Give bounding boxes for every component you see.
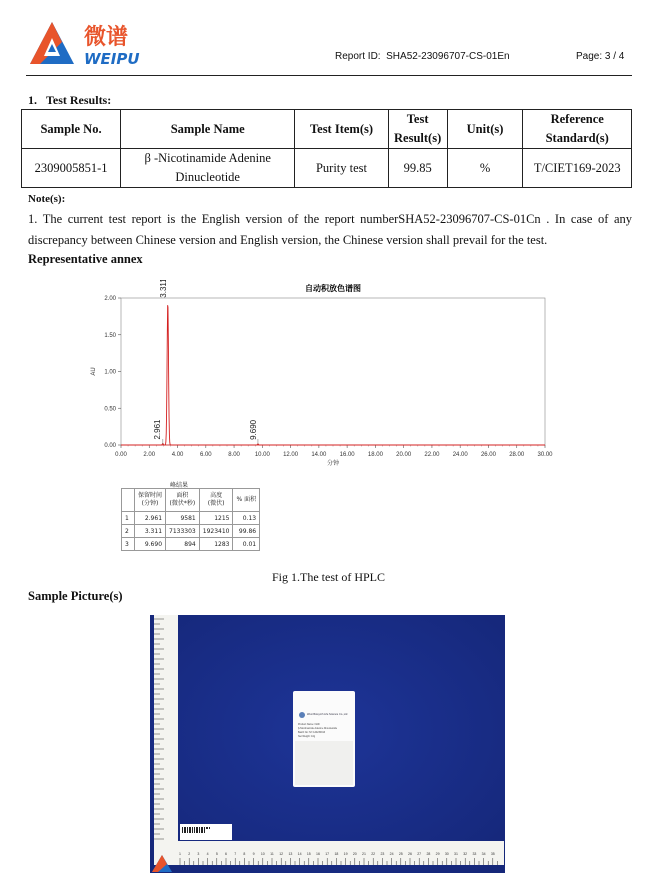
- header-divider: [26, 75, 632, 76]
- peak-cell: 1: [122, 512, 135, 525]
- ruler-number: 23: [380, 852, 385, 856]
- results-header-row: [22, 110, 632, 149]
- ruler-number: 21: [362, 852, 366, 856]
- ruler-number: 35: [490, 852, 495, 856]
- peak-cell: 0.13: [233, 512, 260, 525]
- x-tick-label: 6.00: [199, 452, 212, 458]
- y-tick-label: 1.00: [104, 369, 116, 376]
- svg-text:β-Nicotinamide Adenine Dinucle: β-Nicotinamide Adenine Dinucleotide: [298, 727, 338, 730]
- x-tick-label: 26.00: [480, 452, 496, 458]
- svg-text:Net Weight: 10g: Net Weight: 10g: [298, 735, 316, 738]
- cell-sample-name: β -Nicotinamide Adenine Dinucleotide: [121, 149, 295, 188]
- svg-text:Product Name: NAD: Product Name: NAD: [298, 723, 320, 726]
- y-axis-label: AU: [91, 367, 97, 376]
- peak-cell: 2: [122, 525, 135, 538]
- weipu-logo: [26, 18, 166, 70]
- ruler-number: 24: [389, 852, 394, 856]
- y-tick-label: 2.00: [104, 296, 116, 302]
- ruler-number: 11: [270, 852, 274, 856]
- chromatogram-trace: [121, 305, 545, 445]
- peak-results-table: [121, 488, 260, 551]
- ruler-number: 7: [234, 852, 237, 856]
- y-tick-label: 1.50: [104, 332, 116, 339]
- ruler-number: 19: [343, 852, 348, 856]
- ruler-number: 3: [197, 852, 200, 856]
- notes-text: 1. The current test report is the English version of the report numberSHA52-23096707-CS-01Cn . In case of any discrepancy between Chinese version and English version, the Chinese version shall prevail for the test.: [28, 212, 632, 247]
- table-row: [122, 538, 260, 551]
- ruler-number: 20: [352, 852, 357, 856]
- ruler-number: 31: [454, 852, 458, 856]
- y-tick-label: 0.50: [104, 406, 116, 413]
- cell-unit: %: [447, 149, 523, 188]
- bottom-ruler: [154, 841, 504, 865]
- ruler-number: 34: [481, 852, 486, 856]
- peak-cell: 3.311: [135, 525, 166, 538]
- x-tick-label: 8.00: [228, 452, 240, 458]
- section-title: 1. Test Results:: [28, 93, 112, 107]
- cell-test-result: 99.85: [388, 149, 447, 188]
- sample-photo: [150, 615, 505, 873]
- ruler-number: 32: [463, 852, 468, 856]
- ruler-number: 8: [243, 852, 246, 856]
- peak-col-index: [122, 489, 135, 512]
- x-tick-label: 16.00: [339, 452, 355, 458]
- x-tick-label: 30.00: [537, 452, 553, 458]
- ruler-number: 1: [179, 852, 181, 856]
- x-tick-label: 0.00: [115, 452, 127, 458]
- peak-header-row: [122, 489, 260, 512]
- x-tick-label: 14.00: [311, 452, 327, 458]
- cell-test-item: Purity test: [295, 149, 388, 188]
- x-tick-label: 10.00: [254, 452, 270, 458]
- x-tick-label: 4.00: [171, 452, 184, 458]
- col-sample-no: Sample No.: [22, 110, 121, 149]
- page-number: Page: 3 / 4: [576, 51, 625, 62]
- table-row: [22, 149, 632, 188]
- ruler-number: 27: [417, 852, 422, 856]
- col-unit: Unit(s): [447, 110, 523, 149]
- col-sample-name: Sample Name: [121, 110, 295, 149]
- peak-cell: 7133303: [166, 525, 200, 538]
- picture-title: Sample Picture(s): [28, 589, 123, 603]
- ruler-number: 28: [426, 852, 431, 856]
- ruler-number: 17: [325, 852, 330, 856]
- peak-cell: 1283: [199, 538, 233, 551]
- x-tick-label: 24.00: [452, 452, 468, 458]
- sample-bag: [293, 691, 355, 787]
- peak-cell: 0.01: [233, 538, 260, 551]
- col-reference: Reference Standard(s): [523, 110, 632, 149]
- peak-cell: 1923410: [199, 525, 233, 538]
- x-tick-label: 20.00: [396, 452, 412, 458]
- x-tick-label: 12.00: [283, 452, 299, 458]
- bag-logo-icon: [299, 712, 305, 718]
- chart-title: 自动积放色谱图: [305, 284, 361, 293]
- plot-frame: [121, 298, 545, 445]
- ruler-number: 6: [225, 852, 227, 856]
- y-tick-label: 0.00: [104, 443, 116, 449]
- x-tick-label: 18.00: [367, 452, 383, 458]
- ruler-number: 15: [306, 852, 311, 856]
- peak-col-rt: 保留时间 (分钟): [135, 489, 166, 512]
- ruler-number: 5: [215, 852, 218, 856]
- report-id: Report ID: SHA52-23096707-CS-01En: [335, 51, 510, 62]
- ruler-number: 10: [260, 852, 265, 856]
- svg-text:Wuxi Biosynth Life Science Co.: Wuxi Biosynth Life Science Co.,Ltd: [307, 713, 348, 716]
- ruler-number: 22: [371, 852, 376, 856]
- peak-label-1: 2.961: [152, 419, 162, 440]
- ruler-number: 16: [316, 852, 320, 856]
- peak-label-2: 3.311: [158, 280, 168, 298]
- peak-cell: 9.690: [135, 538, 166, 551]
- peak-col-area: 面积 (微伏*秒): [166, 489, 200, 512]
- ruler-number: 2: [188, 852, 191, 856]
- peak-cell: 9581: [166, 512, 200, 525]
- x-axis-label: 分钟: [326, 461, 340, 467]
- annex-title: Representative annex: [28, 252, 143, 266]
- peak-cell: 99.86: [233, 525, 260, 538]
- peak-cell: 2.961: [135, 512, 166, 525]
- ruler-number: 18: [334, 852, 339, 856]
- ruler-number: 25: [398, 852, 403, 856]
- results-table: [21, 109, 632, 188]
- x-tick-label: 22.00: [424, 452, 440, 458]
- peak-table-title: 峰结果: [170, 482, 189, 489]
- ruler-number: 9: [252, 852, 255, 856]
- col-test-result: Test Result(s): [388, 110, 447, 149]
- ruler-number: 14: [297, 852, 302, 856]
- left-ruler: [154, 615, 178, 857]
- brand-cn: 微谱: [84, 25, 129, 50]
- peak-label-3: 9.690: [248, 419, 258, 440]
- ruler-number: 29: [435, 852, 440, 856]
- x-tick-label: 2.00: [143, 452, 156, 458]
- ruler-number: 13: [288, 852, 293, 856]
- chromatogram-svg: [80, 280, 555, 480]
- ruler-number: 33: [472, 852, 477, 856]
- table-row: [122, 512, 260, 525]
- ruler-number: 12: [279, 852, 284, 856]
- peak-col-height: 高度 (微伏): [199, 489, 233, 512]
- x-tick-label: 28.00: [509, 452, 525, 458]
- figure-caption: Fig 1.The test of HPLC: [272, 570, 385, 584]
- ruler-number: 30: [444, 852, 449, 856]
- ruler-number: 26: [408, 852, 412, 856]
- hplc-chromatogram: [80, 280, 555, 480]
- svg-text:Batch No: NYJ-20230913: Batch No: NYJ-20230913: [298, 731, 326, 734]
- cell-sample-no: 2309005851-1: [22, 149, 121, 188]
- notes-title: Note(s):: [28, 193, 66, 205]
- brand-en: WEIPU: [84, 50, 140, 68]
- peak-col-pct-area: % 面积: [233, 489, 260, 512]
- ruler-number: 4: [206, 852, 209, 856]
- table-row: [122, 525, 260, 538]
- peak-cell: 1215: [199, 512, 233, 525]
- logo-mark-icon: [30, 22, 74, 64]
- col-test-item: Test Item(s): [295, 110, 388, 149]
- cell-reference: T/CIET169-2023: [523, 149, 632, 188]
- peak-cell: 3: [122, 538, 135, 551]
- peak-cell: 894: [166, 538, 200, 551]
